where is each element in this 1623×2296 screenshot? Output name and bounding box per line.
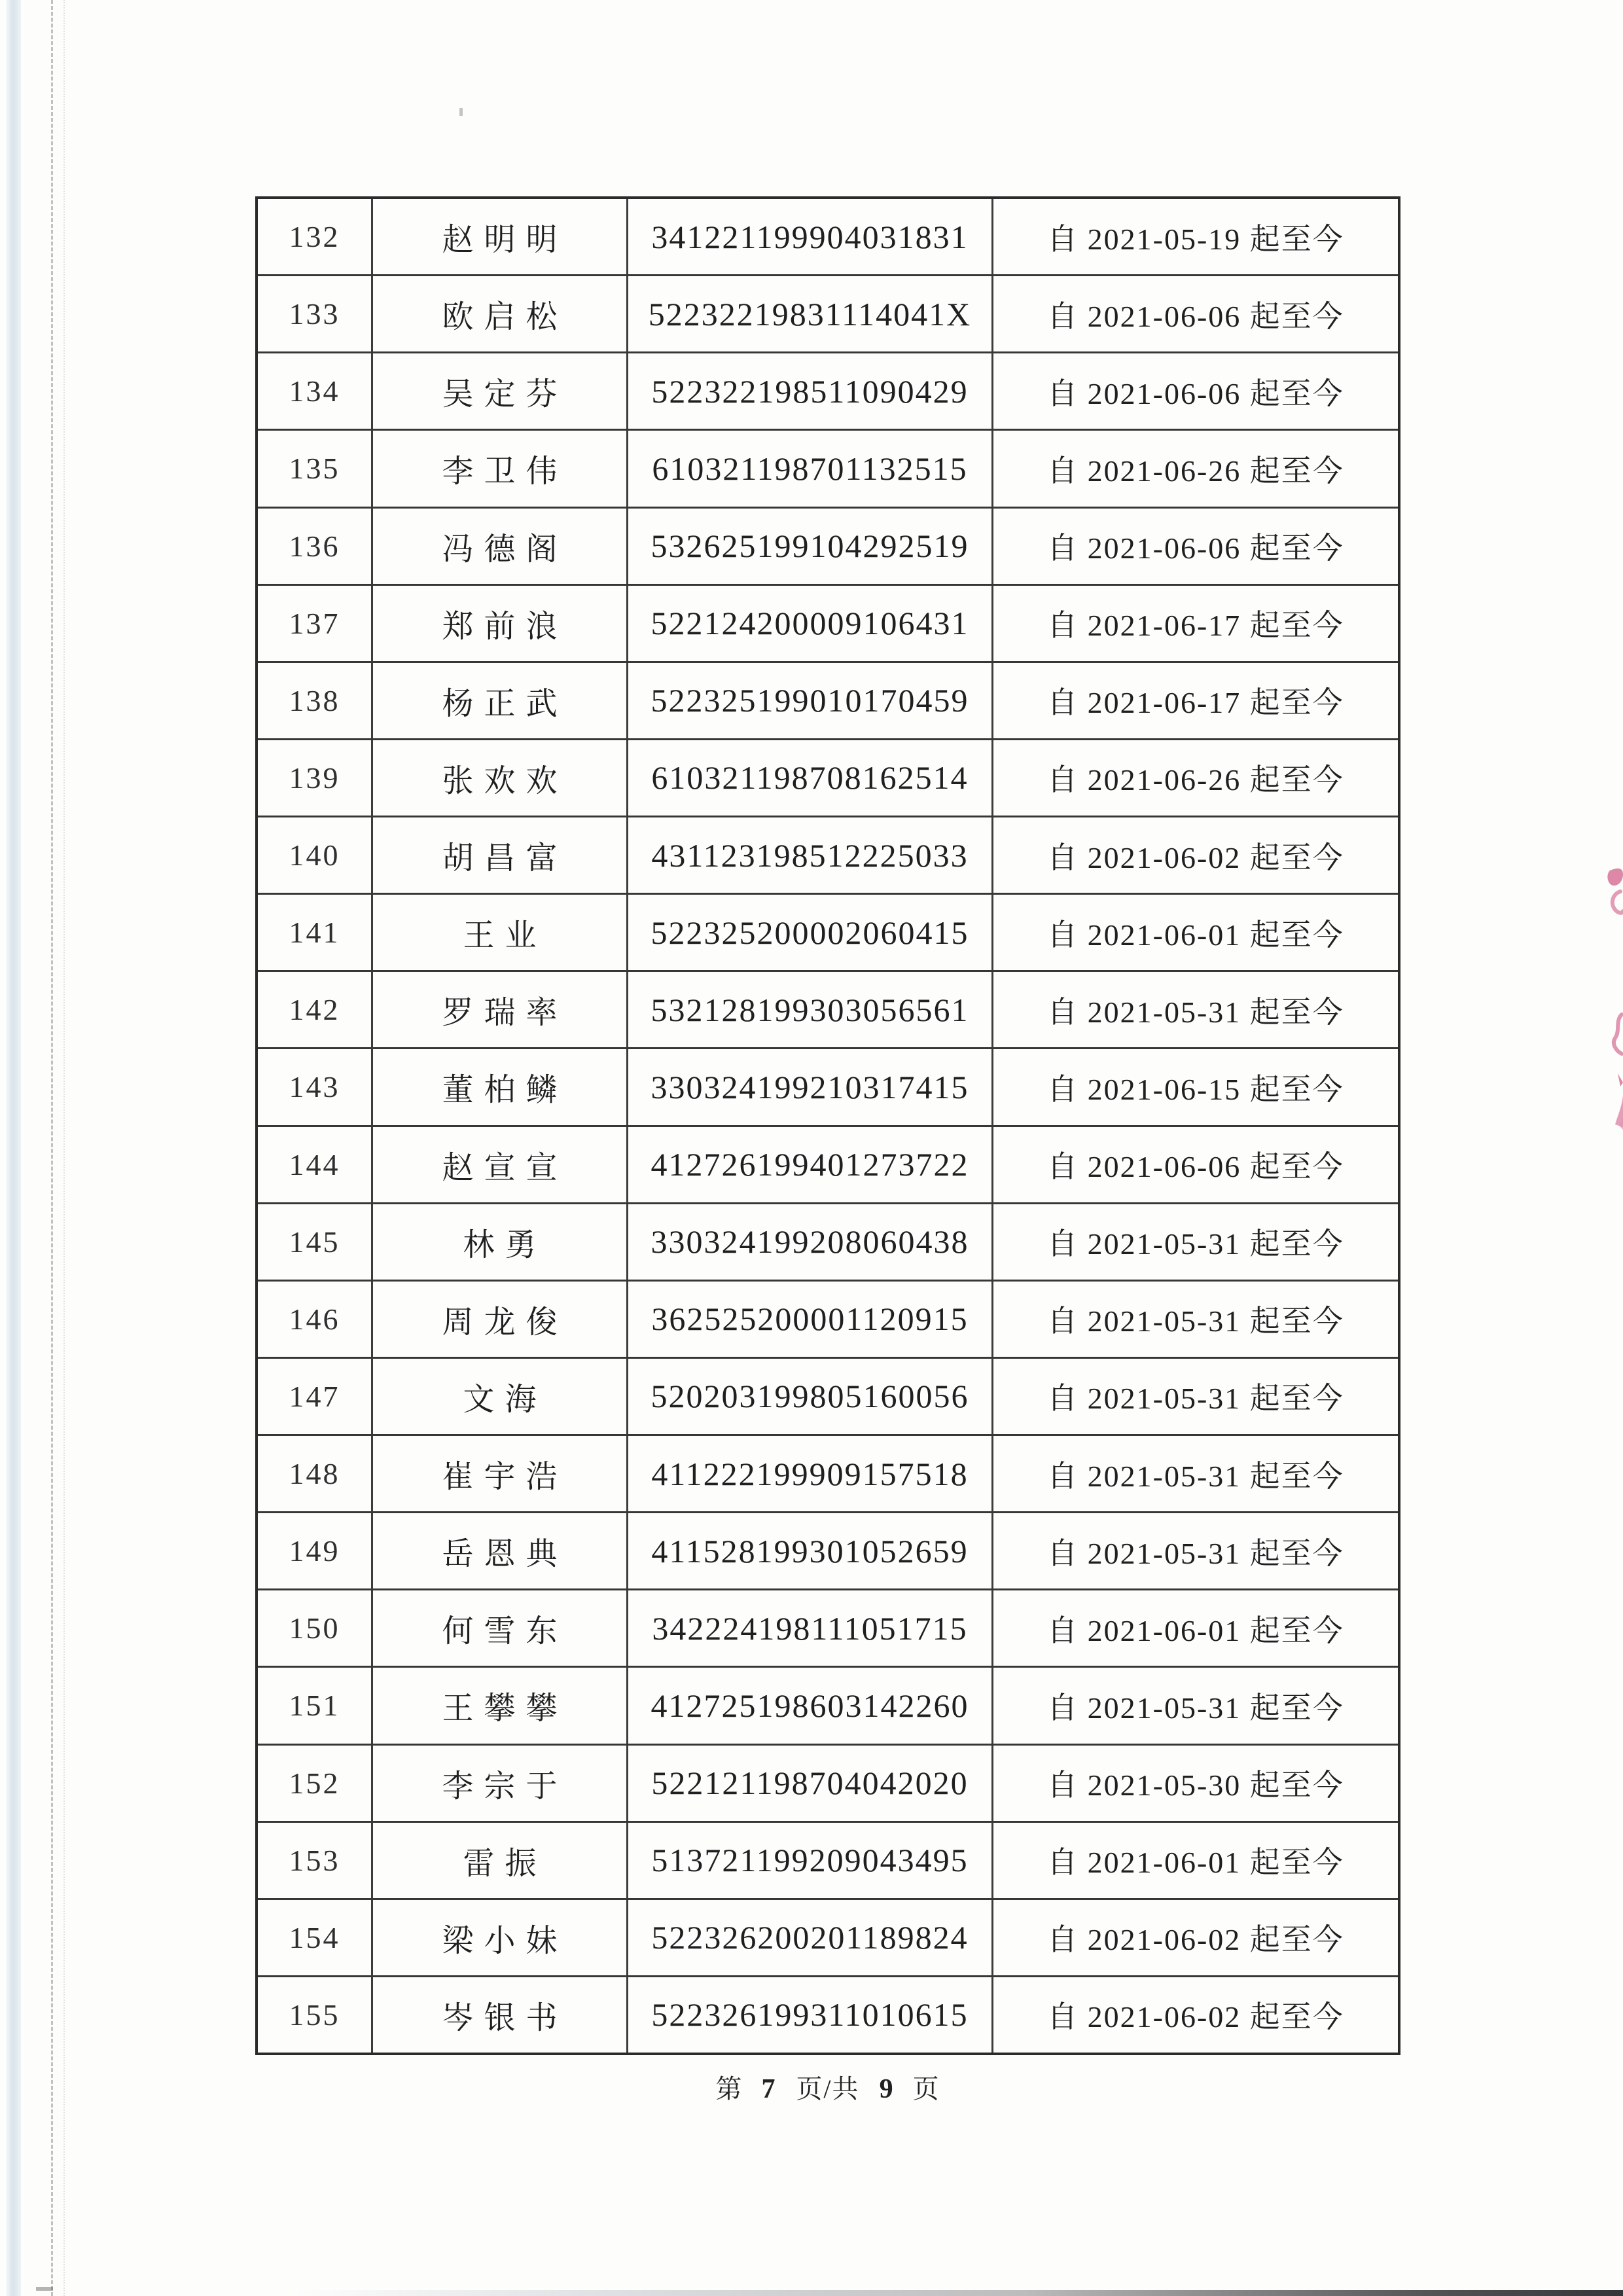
- table-row: [258, 507, 1398, 584]
- name-cell: 崔宇浩: [371, 1436, 626, 1511]
- name-cell: 董柏鳞: [371, 1049, 626, 1124]
- name-cell: 赵明明: [371, 199, 626, 274]
- row-number-cell: 139: [289, 761, 340, 795]
- scan-dotted-line: [51, 0, 53, 2296]
- table-row: [258, 816, 1398, 893]
- table-row: [258, 1511, 1398, 1588]
- id-number-cell: 522326199311010615: [626, 1977, 991, 2053]
- scan-edge-band: [7, 0, 21, 2296]
- period-cell: 自 2021-06-01 起至今: [991, 1590, 1398, 1666]
- id-number-cell: 342224198111051715: [626, 1590, 991, 1666]
- period-cell: 自 2021-05-30 起至今: [991, 1746, 1398, 1821]
- row-number-cell: 145: [289, 1225, 340, 1259]
- period-cell: 自 2021-05-31 起至今: [991, 972, 1398, 1047]
- table-row: [258, 661, 1398, 738]
- page-footer: [255, 2068, 1400, 2106]
- period-cell: 自 2021-05-19 起至今: [991, 199, 1398, 274]
- id-number-cell: 522124200009106431: [626, 586, 991, 661]
- row-number-cell: 155: [289, 1998, 340, 2032]
- table-row: [258, 351, 1398, 429]
- id-number-cell: 412726199401273722: [626, 1127, 991, 1202]
- name-cell: 杨正武: [371, 663, 626, 738]
- name-cell: 李宗于: [371, 1746, 626, 1821]
- period-cell: 自 2021-05-31 起至今: [991, 1282, 1398, 1357]
- table-row: [258, 1047, 1398, 1124]
- name-cell: 赵宣宣: [371, 1127, 626, 1202]
- id-number-cell: 522121198704042020: [626, 1746, 991, 1821]
- name-cell: 胡昌富: [371, 817, 626, 893]
- period-cell: 自 2021-06-02 起至今: [991, 1900, 1398, 1975]
- name-cell: 岳恩典: [371, 1513, 626, 1588]
- table-row: [258, 1821, 1398, 1898]
- name-cell: 冯德阁: [371, 509, 626, 584]
- name-cell: 岑银书: [371, 1977, 626, 2053]
- row-number-cell: 134: [289, 374, 340, 408]
- id-number-cell: 522325200002060415: [626, 895, 991, 970]
- id-number-cell: 341221199904031831: [626, 199, 991, 274]
- row-number-cell: 151: [289, 1689, 340, 1723]
- footer-prefix: 第: [715, 2074, 743, 2104]
- name-cell: 文海: [371, 1359, 626, 1434]
- period-cell: 自 2021-05-31 起至今: [991, 1204, 1398, 1280]
- row-number-cell: 148: [289, 1457, 340, 1491]
- row-number-cell: 141: [289, 916, 340, 950]
- period-cell: 自 2021-06-06 起至今: [991, 1127, 1398, 1202]
- id-number-cell: 532128199303056561: [626, 972, 991, 1047]
- row-number-cell: 147: [289, 1379, 340, 1413]
- period-cell: 自 2021-06-17 起至今: [991, 586, 1398, 661]
- table-row: [258, 584, 1398, 661]
- row-number-cell: 146: [289, 1302, 340, 1336]
- row-number-cell: 144: [289, 1147, 340, 1181]
- scan-dotted-line-faint: [63, 0, 65, 2296]
- row-number-cell: 132: [289, 220, 340, 254]
- table-row: [258, 1357, 1398, 1434]
- table-row: [258, 1744, 1398, 1821]
- table-row: [258, 970, 1398, 1047]
- period-cell: 自 2021-05-31 起至今: [991, 1668, 1398, 1743]
- id-number-cell: 522326200201189824: [626, 1900, 991, 1975]
- id-number-cell: 532625199104292519: [626, 509, 991, 584]
- table-row: [258, 429, 1398, 506]
- period-cell: 自 2021-06-17 起至今: [991, 663, 1398, 738]
- period-cell: 自 2021-05-31 起至今: [991, 1513, 1398, 1588]
- row-number-cell: 152: [289, 1766, 340, 1800]
- table-row: [258, 274, 1398, 351]
- scan-speck: [459, 108, 463, 116]
- id-number-cell: 412725198603142260: [626, 1668, 991, 1743]
- name-cell: 李卫伟: [371, 431, 626, 506]
- id-number-cell: 52232219831114041X: [626, 276, 991, 351]
- red-ink-marks: [1601, 865, 1623, 1134]
- id-number-cell: 431123198512225033: [626, 817, 991, 893]
- name-cell: 周龙俊: [371, 1282, 626, 1357]
- id-number-cell: 522325199010170459: [626, 663, 991, 738]
- period-cell: 自 2021-06-06 起至今: [991, 276, 1398, 351]
- row-number-cell: 133: [289, 297, 340, 331]
- table-row: [258, 1280, 1398, 1357]
- row-number-cell: 149: [289, 1534, 340, 1568]
- period-cell: 自 2021-06-02 起至今: [991, 1977, 1398, 2053]
- row-number-cell: 153: [289, 1843, 340, 1877]
- table-row: [258, 1898, 1398, 1975]
- row-number-cell: 137: [289, 606, 340, 640]
- table-row: [258, 1434, 1398, 1511]
- id-number-cell: 411528199301052659: [626, 1513, 991, 1588]
- table-row: [258, 1588, 1398, 1666]
- name-cell: 梁小妹: [371, 1900, 626, 1975]
- period-cell: 自 2021-06-15 起至今: [991, 1049, 1398, 1124]
- row-number-cell: 150: [289, 1611, 340, 1645]
- row-number-cell: 136: [289, 529, 340, 563]
- table-row: [258, 199, 1398, 274]
- id-number-cell: 411222199909157518: [626, 1436, 991, 1511]
- footer-separator: 页/共: [796, 2074, 860, 2104]
- row-number-cell: 154: [289, 1920, 340, 1954]
- id-number-cell: 513721199209043495: [626, 1823, 991, 1898]
- name-cell: 何雪东: [371, 1590, 626, 1666]
- id-number-cell: 610321198701132515: [626, 431, 991, 506]
- row-number-cell: 140: [289, 838, 340, 872]
- table-row: [258, 893, 1398, 970]
- scan-speck: [36, 2287, 53, 2291]
- footer-total-pages: 9: [879, 2074, 895, 2104]
- table-row: [258, 1125, 1398, 1202]
- footer-page-number: 7: [761, 2074, 777, 2104]
- period-cell: 自 2021-06-26 起至今: [991, 740, 1398, 816]
- table-row: [258, 1202, 1398, 1280]
- row-number-cell: 135: [289, 452, 340, 486]
- period-cell: 自 2021-06-06 起至今: [991, 353, 1398, 429]
- footer-suffix: 页: [912, 2074, 940, 2104]
- name-cell: 林勇: [371, 1204, 626, 1280]
- period-cell: 自 2021-06-02 起至今: [991, 817, 1398, 893]
- table-row: [258, 738, 1398, 816]
- name-cell: 郑前浪: [371, 586, 626, 661]
- period-cell: 自 2021-06-06 起至今: [991, 509, 1398, 584]
- id-number-cell: 610321198708162514: [626, 740, 991, 816]
- name-cell: 张欢欢: [371, 740, 626, 816]
- period-cell: 自 2021-06-26 起至今: [991, 431, 1398, 506]
- name-cell: 王攀攀: [371, 1668, 626, 1743]
- row-number-cell: 142: [289, 993, 340, 1027]
- name-cell: 雷振: [371, 1823, 626, 1898]
- table-row: [258, 1666, 1398, 1743]
- period-cell: 自 2021-05-31 起至今: [991, 1359, 1398, 1434]
- scan-bottom-artifact: [294, 2290, 1623, 2296]
- name-cell: 欧启松: [371, 276, 626, 351]
- name-cell: 吴定芬: [371, 353, 626, 429]
- period-cell: 自 2021-05-31 起至今: [991, 1436, 1398, 1511]
- row-number-cell: 138: [289, 683, 340, 717]
- id-number-cell: 330324199210317415: [626, 1049, 991, 1124]
- table-row: [258, 1975, 1398, 2053]
- row-number-cell: 143: [289, 1070, 340, 1104]
- roster-table: [255, 196, 1400, 2055]
- period-cell: 自 2021-06-01 起至今: [991, 1823, 1398, 1898]
- period-cell: 自 2021-06-01 起至今: [991, 895, 1398, 970]
- name-cell: 罗瑞率: [371, 972, 626, 1047]
- id-number-cell: 362525200001120915: [626, 1282, 991, 1357]
- id-number-cell: 522322198511090429: [626, 353, 991, 429]
- id-number-cell: 330324199208060438: [626, 1204, 991, 1280]
- id-number-cell: 520203199805160056: [626, 1359, 991, 1434]
- name-cell: 王业: [371, 895, 626, 970]
